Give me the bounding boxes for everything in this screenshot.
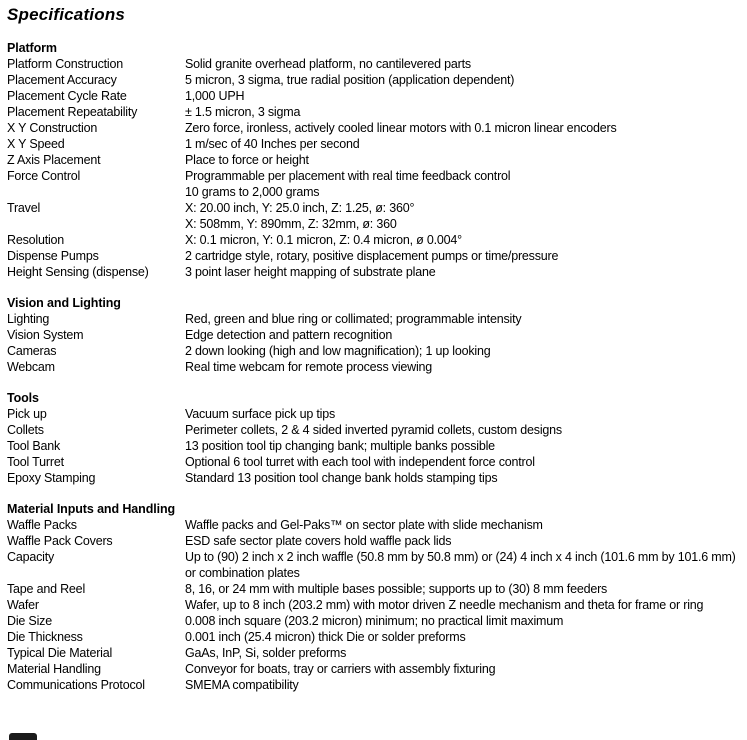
spec-value-line: Solid granite overhead platform, no cantilevered parts xyxy=(185,57,471,71)
section-heading: Platform xyxy=(7,41,57,55)
spec-value xyxy=(185,406,739,422)
spec-value-line: 5 micron, 3 sigma, true radial position (application dependent) xyxy=(185,73,515,87)
spec-value xyxy=(185,120,739,136)
spec-value xyxy=(185,470,739,486)
spec-label: Capacity xyxy=(7,550,55,564)
spec-row xyxy=(7,661,739,677)
spec-label: Height Sensing (dispense) xyxy=(7,265,149,279)
spec-row xyxy=(7,136,739,152)
spec-value xyxy=(185,168,739,200)
spec-section-platform xyxy=(7,40,739,280)
spec-row xyxy=(7,200,739,232)
spec-section-vision-and-lighting xyxy=(7,295,739,375)
spec-label: X Y Construction xyxy=(7,121,98,135)
spec-label: Tool Bank xyxy=(7,439,61,453)
spec-label: Collets xyxy=(7,423,44,437)
spec-value-line: Real time webcam for remote process viewing xyxy=(185,360,433,374)
spec-value xyxy=(185,232,739,248)
spec-value xyxy=(185,645,739,661)
spec-row xyxy=(7,597,739,613)
spec-section-tools xyxy=(7,390,739,486)
spec-value xyxy=(185,629,739,645)
spec-row xyxy=(7,645,739,661)
spec-value xyxy=(185,581,739,597)
spec-value-line: Edge detection and pattern recognition xyxy=(185,328,393,342)
spec-label: Material Handling xyxy=(7,662,101,676)
spec-row xyxy=(7,549,739,581)
spec-value-line: Conveyor for boats, tray or carriers with assembly fixturing xyxy=(185,662,496,676)
spec-row xyxy=(7,454,739,470)
spec-value xyxy=(185,136,739,152)
spec-value-line: 3 point laser height mapping of substrate plane xyxy=(185,265,436,279)
spec-label: X Y Speed xyxy=(7,137,65,151)
spec-value xyxy=(185,152,739,168)
spec-value xyxy=(185,597,739,613)
spec-row xyxy=(7,406,739,422)
spec-value-line: 8, 16, or 24 mm with multiple bases possible; supports up to (30) 8 mm feeders xyxy=(185,582,608,596)
spec-value-line: Perimeter collets, 2 & 4 sided inverted pyramid collets, custom designs xyxy=(185,423,562,437)
spec-row xyxy=(7,104,739,120)
spec-row xyxy=(7,533,739,549)
spec-label: Travel xyxy=(7,201,41,215)
spec-label: Force Control xyxy=(7,169,81,183)
spec-section-material-inputs-and-handling xyxy=(7,501,739,693)
spec-row xyxy=(7,359,739,375)
section-heading: Tools xyxy=(7,391,39,405)
spec-row xyxy=(7,168,739,200)
spec-value-line: Vacuum surface pick up tips xyxy=(185,407,335,421)
spec-value xyxy=(185,661,739,677)
spec-label: Webcam xyxy=(7,360,55,374)
spec-label: Pick up xyxy=(7,407,47,421)
spec-label: Typical Die Material xyxy=(7,646,113,660)
spec-row xyxy=(7,88,739,104)
spec-value-line: 13 position tool tip changing bank; multiple banks possible xyxy=(185,439,495,453)
spec-row xyxy=(7,422,739,438)
section-heading: Vision and Lighting xyxy=(7,296,121,310)
spec-value xyxy=(185,88,739,104)
page-title: Specifications xyxy=(7,5,126,24)
spec-value-line: 10 grams to 2,000 grams xyxy=(185,185,320,199)
spec-row xyxy=(7,343,739,359)
spec-row xyxy=(7,438,739,454)
spec-value-line: Programmable per placement with real time feedback control xyxy=(185,169,511,183)
spec-label: Z Axis Placement xyxy=(7,153,101,167)
spec-label: Dispense Pumps xyxy=(7,249,99,263)
spec-value-line: 1 m/sec of 40 Inches per second xyxy=(185,137,360,151)
spec-label: Placement Accuracy xyxy=(7,73,117,87)
spec-value-line: X: 0.1 micron, Y: 0.1 micron, Z: 0.4 micron, ø 0.004° xyxy=(185,233,462,247)
section-heading: Material Inputs and Handling xyxy=(7,502,176,516)
spec-label: Platform Construction xyxy=(7,57,123,71)
spec-label: Vision System xyxy=(7,328,84,342)
spec-value-line: GaAs, InP, Si, solder preforms xyxy=(185,646,347,660)
spec-value xyxy=(185,422,739,438)
spec-value-line: X: 20.00 inch, Y: 25.0 inch, Z: 1.25, ø: 360° xyxy=(185,201,415,215)
spec-value xyxy=(185,454,739,470)
spec-value xyxy=(185,72,739,88)
spec-value xyxy=(185,549,739,581)
spec-value xyxy=(185,248,739,264)
spec-row xyxy=(7,629,739,645)
spec-label: Wafer xyxy=(7,598,39,612)
spec-label: Resolution xyxy=(7,233,65,247)
cutoff-artifact xyxy=(9,733,37,740)
spec-value-line: 0.008 inch square (203.2 micron) minimum; no practical limit maximum xyxy=(185,614,564,628)
spec-value xyxy=(185,56,739,72)
spec-row xyxy=(7,517,739,533)
spec-value xyxy=(185,613,739,629)
spec-value-line: Place to force or height xyxy=(185,153,309,167)
spec-row xyxy=(7,677,739,693)
spec-label: Tool Turret xyxy=(7,455,64,469)
spec-row xyxy=(7,248,739,264)
spec-row xyxy=(7,152,739,168)
spec-value-line: 2 down looking (high and low magnification); 1 up looking xyxy=(185,344,491,358)
spec-row xyxy=(7,56,739,72)
spec-value xyxy=(185,677,739,693)
spec-label: Lighting xyxy=(7,312,50,326)
spec-label: Placement Repeatability xyxy=(7,105,138,119)
spec-value-line: Zero force, ironless, actively cooled linear motors with 0.1 micron linear encoders xyxy=(185,121,617,135)
spec-label: Die Thickness xyxy=(7,630,83,644)
spec-value-line: Standard 13 position tool change bank holds stamping tips xyxy=(185,471,498,485)
spec-value xyxy=(185,533,739,549)
spec-value-line: 2 cartridge style, rotary, positive displacement pumps or time/pressure xyxy=(185,249,559,263)
spec-row xyxy=(7,232,739,248)
spec-label: Waffle Pack Covers xyxy=(7,534,113,548)
spec-label: Epoxy Stamping xyxy=(7,471,96,485)
spec-row xyxy=(7,72,739,88)
spec-value-line: 1,000 UPH xyxy=(185,89,245,103)
spec-value-line: ESD safe sector plate covers hold waffle pack lids xyxy=(185,534,452,548)
spec-value-line: X: 508mm, Y: 890mm, Z: 32mm, ø: 360 xyxy=(185,217,397,231)
spec-row xyxy=(7,311,739,327)
spec-value xyxy=(185,359,739,375)
spec-value-line: Wafer, up to 8 inch (203.2 mm) with motor driven Z needle mechanism and theta for frame or ring xyxy=(185,598,704,612)
spec-label: Communications Protocol xyxy=(7,678,145,692)
spec-row xyxy=(7,581,739,597)
spec-value-line: Up to (90) 2 inch x 2 inch waffle (50.8 mm by 50.8 mm) or (24) 4 inch x 4 inch (101.6 mm by 101.6 mm) or combination plates xyxy=(185,550,736,580)
spec-value xyxy=(185,517,739,533)
spec-value xyxy=(185,438,739,454)
spec-row xyxy=(7,470,739,486)
spec-row xyxy=(7,264,739,280)
spec-row xyxy=(7,613,739,629)
spec-label: Waffle Packs xyxy=(7,518,77,532)
spec-label: Placement Cycle Rate xyxy=(7,89,127,103)
spec-row xyxy=(7,120,739,136)
spec-row xyxy=(7,327,739,343)
spec-value-line: SMEMA compatibility xyxy=(185,678,299,692)
spec-value xyxy=(185,264,739,280)
spec-value-line: 0.001 inch (25.4 micron) thick Die or solder preforms xyxy=(185,630,466,644)
spec-label: Cameras xyxy=(7,344,57,358)
spec-label: Die Size xyxy=(7,614,52,628)
spec-value xyxy=(185,311,739,327)
spec-value xyxy=(185,343,739,359)
spec-value-line: Waffle packs and Gel-Paks™ on sector plate with slide mechanism xyxy=(185,518,543,532)
spec-sections xyxy=(7,40,739,693)
spec-value xyxy=(185,200,739,232)
spec-label: Tape and Reel xyxy=(7,582,86,596)
spec-value xyxy=(185,104,739,120)
spec-value-line: Optional 6 tool turret with each tool with independent force control xyxy=(185,455,535,469)
spec-value-line: ± 1.5 micron, 3 sigma xyxy=(185,105,301,119)
spec-value-line: Red, green and blue ring or collimated; programmable intensity xyxy=(185,312,522,326)
spec-value xyxy=(185,327,739,343)
